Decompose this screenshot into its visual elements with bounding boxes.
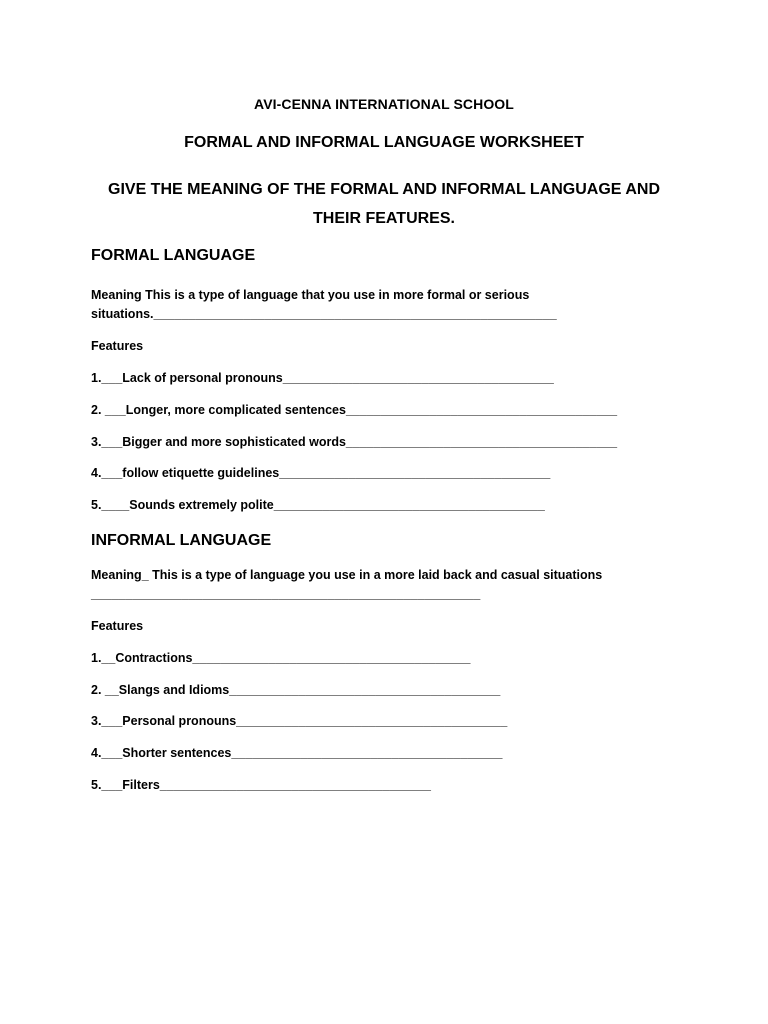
formal-features-label: Features — [91, 339, 144, 353]
formal-feature-5: 5.____Sounds extremely polite_______________________________________ — [91, 498, 545, 512]
informal-meaning-line-1: Meaning_ This is a type of language you use in a more laid back and casual situations — [91, 568, 603, 582]
formal-meaning-line-1: Meaning This is a type of language that you use in more formal or serious — [91, 288, 530, 302]
formal-feature-2: 2. ___Longer, more complicated sentences_______________________________________ — [91, 403, 618, 417]
school-name: AVI-CENNA INTERNATIONAL SCHOOL — [254, 96, 514, 112]
informal-feature-1: 1.__Contractions________________________________________ — [91, 651, 471, 665]
formal-heading: FORMAL LANGUAGE — [91, 247, 256, 264]
formal-feature-3: 3.___Bigger and more sophisticated words_______________________________________ — [91, 435, 618, 449]
informal-feature-2: 2. __Slangs and Idioms_______________________________________ — [91, 683, 501, 697]
formal-feature-4: 4.___follow etiquette guidelines_______________________________________ — [91, 466, 551, 480]
instruction — [60, 175, 708, 233]
instruction-line-2: THEIR FEATURES. — [313, 210, 455, 227]
informal-heading: INFORMAL LANGUAGE — [91, 532, 272, 549]
formal-feature-1: 1.___Lack of personal pronouns_______________________________________ — [91, 371, 554, 385]
worksheet-title: FORMAL AND INFORMAL LANGUAGE WORKSHEET — [184, 134, 584, 151]
informal-meaning-line-2: ________________________________________________________ — [91, 587, 481, 601]
informal-features-label: Features — [91, 619, 144, 633]
informal-feature-5: 5.___Filters_______________________________________ — [91, 778, 431, 792]
formal-meaning-line-2: situations.__________________________________________________________ — [91, 307, 557, 321]
instruction-line-1: GIVE THE MEANING OF THE FORMAL AND INFORMAL LANGUAGE AND — [108, 181, 660, 198]
informal-feature-4: 4.___Shorter sentences_______________________________________ — [91, 746, 503, 760]
informal-feature-3: 3.___Personal pronouns_______________________________________ — [91, 714, 508, 728]
